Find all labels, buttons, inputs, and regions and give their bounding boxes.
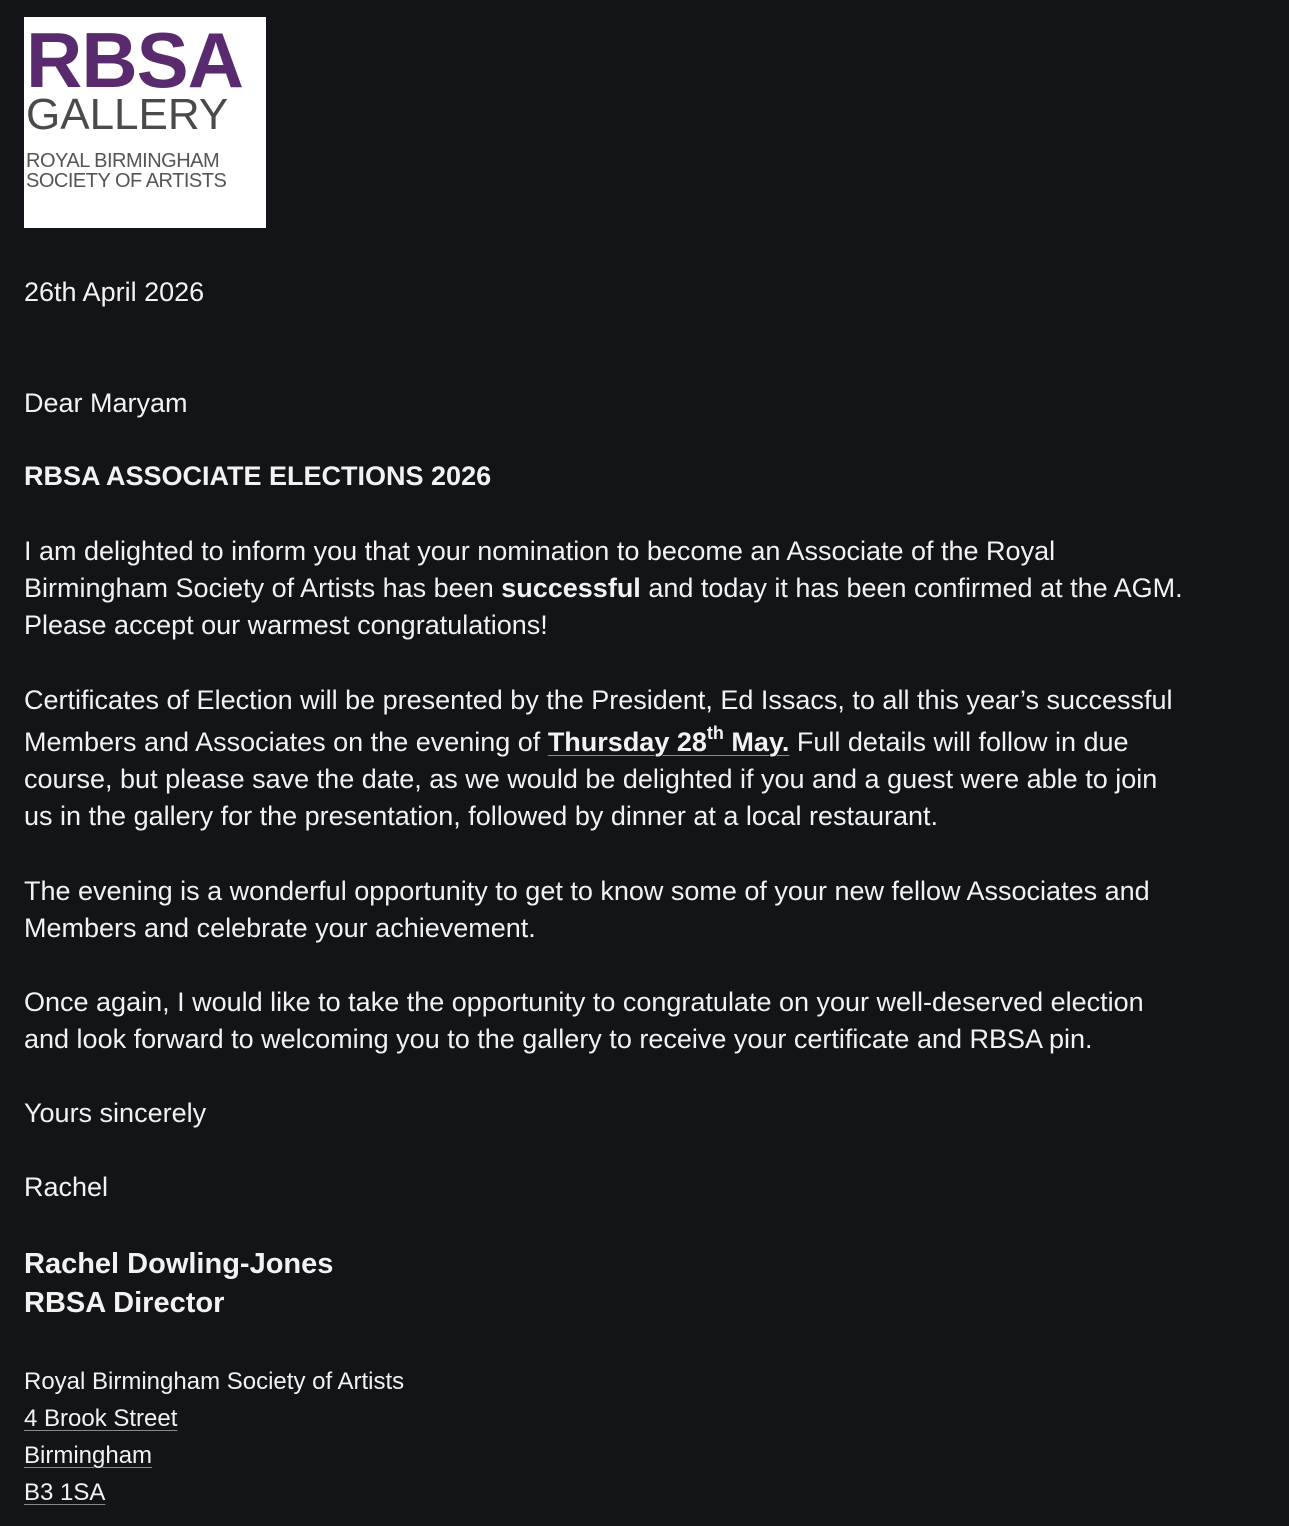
paragraph-2: [24, 682, 1173, 835]
paragraph-3-line-1: The evening is a wonderful opportunity to get to know some of your new fellow Associates and: [24, 876, 1150, 906]
paragraph-2-line-2: Members and Associates on the evening of Thursday 28th May. Full details will follow in due: [24, 723, 1129, 757]
paragraph-4-line-2: and look forward to welcoming you to the gallery to receive your certificate and RBSA pin.: [24, 1024, 1093, 1054]
address-street[interactable]: 4 Brook Street: [24, 1405, 178, 1432]
paragraph-1-line-2: Birmingham Society of Artists has been successful and today it has been confirmed at the AGM.: [24, 573, 1183, 603]
address-block: [24, 1363, 404, 1511]
letter-heading: RBSA ASSOCIATE ELECTIONS 2026: [24, 461, 492, 491]
paragraph-3: [24, 873, 1150, 947]
letter-date: 26th April 2026: [24, 277, 205, 307]
paragraph-2-line-1: Certificates of Election will be presented by the President, Ed Issacs, to all this year’s successful: [24, 685, 1173, 715]
address-org: Royal Birmingham Society of Artists: [24, 1368, 405, 1395]
signature-role: RBSA Director: [24, 1287, 225, 1319]
letter-closing: Yours sincerely: [24, 1098, 207, 1128]
address-postcode[interactable]: B3 1SA: [24, 1479, 106, 1506]
successful-emphasis: successful: [501, 573, 641, 603]
logo-tagline-line1: ROYAL BIRMINGHAM: [26, 150, 220, 172]
signature-block: [24, 1245, 333, 1323]
logo-subtitle: GALLERY: [26, 90, 229, 139]
signature-name: Rachel Dowling-Jones: [24, 1248, 334, 1280]
paragraph-1-line-3: Please accept our warmest congratulations!: [24, 610, 548, 640]
letter-first-name: Rachel: [24, 1172, 109, 1202]
paragraph-4-line-1: Once again, I would like to take the opportunity to congratulate on your well-deserved election: [24, 987, 1144, 1017]
paragraph-2-line-4: us in the gallery for the presentation, followed by dinner at a local restaurant.: [24, 801, 939, 831]
paragraph-3-line-2: Members and celebrate your achievement.: [24, 913, 536, 943]
letter-greeting: Dear Maryam: [24, 388, 188, 418]
paragraph-1: [24, 533, 1183, 644]
logo-title: RBSA: [26, 16, 244, 104]
paragraph-2-line-3: course, but please save the date, as we would be delighted if you and a guest were able to join: [24, 764, 1158, 794]
address-city[interactable]: Birmingham: [24, 1442, 153, 1469]
paragraph-4: [24, 984, 1144, 1058]
logo-tagline: [26, 151, 226, 191]
logo-tagline-line2: SOCIETY OF ARTISTS: [26, 170, 227, 192]
paragraph-1-line-1: I am delighted to inform you that your nomination to become an Associate of the Royal: [24, 536, 1056, 566]
rbsa-logo: [24, 17, 266, 228]
event-date-link[interactable]: Thursday 28th May.: [547, 723, 790, 757]
